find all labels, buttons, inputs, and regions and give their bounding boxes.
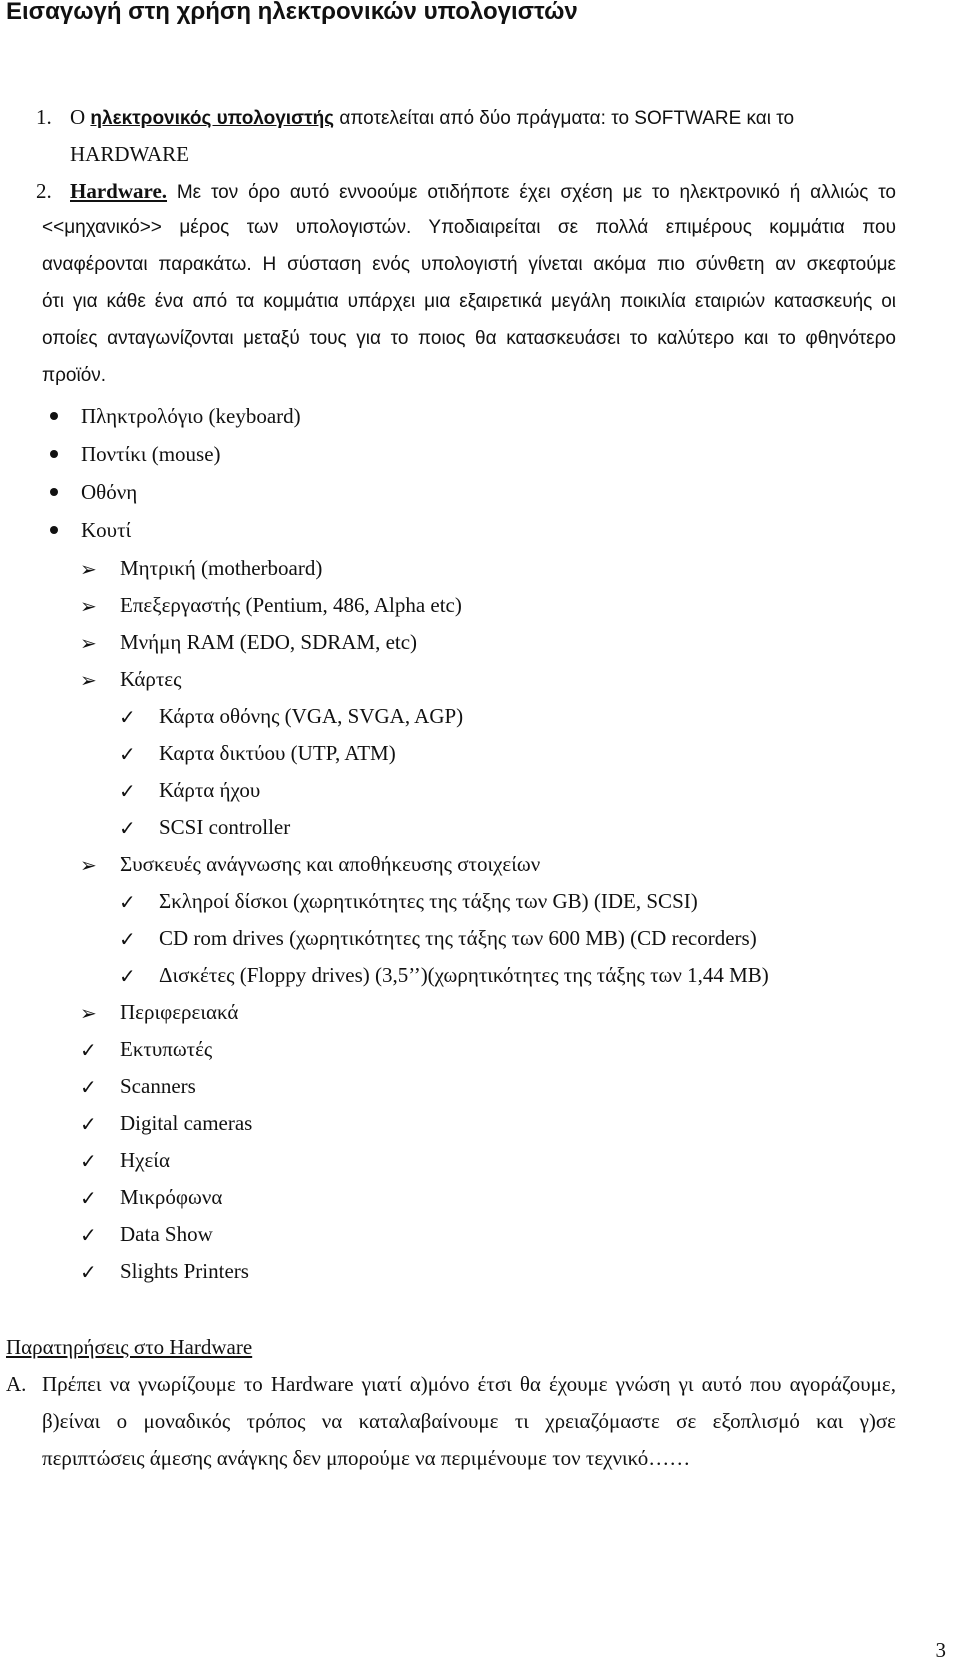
- bullet-item: Ποντίκι (mouse): [81, 442, 221, 466]
- item1-line1: [70, 104, 794, 132]
- check-item: Κάρτα ήχου: [159, 778, 261, 802]
- bullet-item: Πληκτρολόγιο (keyboard): [81, 404, 301, 428]
- arrow-item: Περιφερειακά: [120, 1000, 239, 1024]
- check-bullet-icon: ✓: [119, 779, 136, 803]
- check-bullet-icon: ✓: [119, 816, 136, 840]
- check-bullet-icon: ✓: [80, 1186, 97, 1210]
- check-item: Εκτυπωτές: [120, 1037, 213, 1061]
- item2-line5: οποίες ανταγωνίζονται μεταξύ τους για το ποιος θα κατασκευάσει το καλύτερο και το φθηνότερο: [42, 328, 896, 349]
- item2-line2: <<μηχανικό>> μέρος των υπολογιστών. Υποδιαιρείται σε πολλά επιμέρους κομμάτια που: [42, 217, 896, 238]
- check-bullet-icon: ✓: [119, 964, 136, 988]
- arrow-bullet-icon: ➢: [80, 668, 97, 692]
- check-bullet-icon: ✓: [80, 1149, 97, 1173]
- notes-line1: Πρέπει να γνωρίζουμε το Hardware γιατί α)μόνο έτσι θα έχουμε γνώση γι αυτό που αγοράζουμε,: [42, 1372, 896, 1396]
- notes-heading: Παρατηρήσεις στο Hardware: [6, 1335, 253, 1359]
- notes-line3: περιπτώσεις άμεσης ανάγκης δεν μπορούμε να περιμένουμε τον τεχνικό……: [42, 1446, 691, 1470]
- check-bullet-icon: ✓: [119, 742, 136, 766]
- check-bullet-icon: ✓: [119, 705, 136, 729]
- page-number: 3: [935, 1638, 946, 1662]
- notes-line2: β)είναι ο μοναδικός τρόπος να καταλαβαίνουμε τι χρειαζόμαστε σε εξοπλισμό και γ)σε: [42, 1409, 896, 1433]
- bullet-item: Κουτί: [81, 518, 132, 542]
- arrow-item: Κάρτες: [120, 667, 182, 691]
- item-number: 1.: [36, 105, 52, 129]
- arrow-item: Συσκευές ανάγνωσης και αποθήκευσης στοιχείων: [120, 852, 541, 876]
- item1-line2: HARDWARE: [70, 142, 189, 166]
- item2-line6: προϊόν.: [42, 365, 107, 386]
- bullet-dot-icon: [50, 488, 58, 496]
- item2-line4: ότι για κάθε ένα από τα κομμάτια υπάρχει μια εξαιρετικά μεγάλη ποικιλία εταιριών κατασκευής οι: [42, 291, 896, 312]
- arrow-bullet-icon: ➢: [80, 1001, 97, 1025]
- check-bullet-icon: ✓: [80, 1223, 97, 1247]
- item1-underlined-term: ηλεκτρονικός υπολογιστής: [90, 108, 335, 129]
- check-item: CD rom drives (χωρητικότητες της τάξης των 600 MB) (CD recorders): [159, 926, 757, 950]
- check-bullet-icon: ✓: [119, 890, 136, 914]
- document-title: Εισαγωγή στη χρήση ηλεκτρονικών υπολογιστών: [6, 0, 578, 25]
- check-item: Καρτα δικτύου (UTP, ATM): [159, 741, 396, 765]
- arrow-bullet-icon: ➢: [80, 853, 97, 877]
- item2-line3b: Η σύσταση ενός υπολογιστή γίνεται ακόμα πιο σύνθετη αν σκεφτούμε: [251, 254, 896, 275]
- check-bullet-icon: ✓: [80, 1038, 97, 1062]
- check-item: Scanners: [120, 1074, 196, 1098]
- check-bullet-icon: ✓: [80, 1075, 97, 1099]
- check-item: Μικρόφωνα: [120, 1185, 223, 1209]
- arrow-item: Επεξεργαστής (Pentium, 486, Alpha etc): [120, 593, 462, 617]
- check-item: Δισκέτες (Floppy drives) (3,5’’)(χωρητικότητες της τάξης των 1,44 MB): [159, 963, 769, 987]
- check-item: Σκληροί δίσκοι (χωρητικότητες της τάξης των GB) (IDE, SCSI): [159, 889, 698, 913]
- item2-line3a: αναφέρονται παρακάτω.: [42, 254, 252, 275]
- item2-line1: [70, 178, 896, 206]
- check-item: Ηχεία: [120, 1148, 170, 1172]
- check-bullet-icon: ✓: [80, 1260, 97, 1284]
- item-number: 2.: [36, 179, 52, 203]
- bullet-dot-icon: [50, 412, 58, 420]
- check-item: Digital cameras: [120, 1111, 253, 1135]
- arrow-item: Μητρική (motherboard): [120, 556, 323, 580]
- bullet-dot-icon: [50, 450, 58, 458]
- item2-line3: [42, 252, 896, 278]
- notes-label: Α.: [6, 1372, 27, 1396]
- bullet-dot-icon: [50, 526, 58, 534]
- check-item: Data Show: [120, 1222, 213, 1246]
- arrow-bullet-icon: ➢: [80, 557, 97, 581]
- check-bullet-icon: ✓: [119, 927, 136, 951]
- item1-post: αποτελείται από δύο πράγματα: το SOFTWARE και το: [334, 108, 795, 129]
- check-bullet-icon: ✓: [80, 1112, 97, 1136]
- arrow-item: Μνήμη RAM (EDO, SDRAM, etc): [120, 630, 418, 654]
- item2-heading: Hardware.: [70, 179, 168, 203]
- arrow-bullet-icon: ➢: [80, 631, 97, 655]
- arrow-bullet-icon: ➢: [80, 594, 97, 618]
- bullet-item: Οθόνη: [81, 480, 138, 504]
- item1-pre: Ο: [70, 105, 91, 129]
- check-item: SCSI controller: [159, 815, 291, 839]
- check-item: Κάρτα οθόνης (VGA, SVGA, AGP): [159, 704, 464, 728]
- item2-line1-text: Με τον όρο αυτό εννοούμε οτιδήποτε έχει σχέση με το ηλεκτρονικό ή αλλιώς το: [167, 182, 896, 203]
- check-item: Slights Printers: [120, 1259, 249, 1283]
